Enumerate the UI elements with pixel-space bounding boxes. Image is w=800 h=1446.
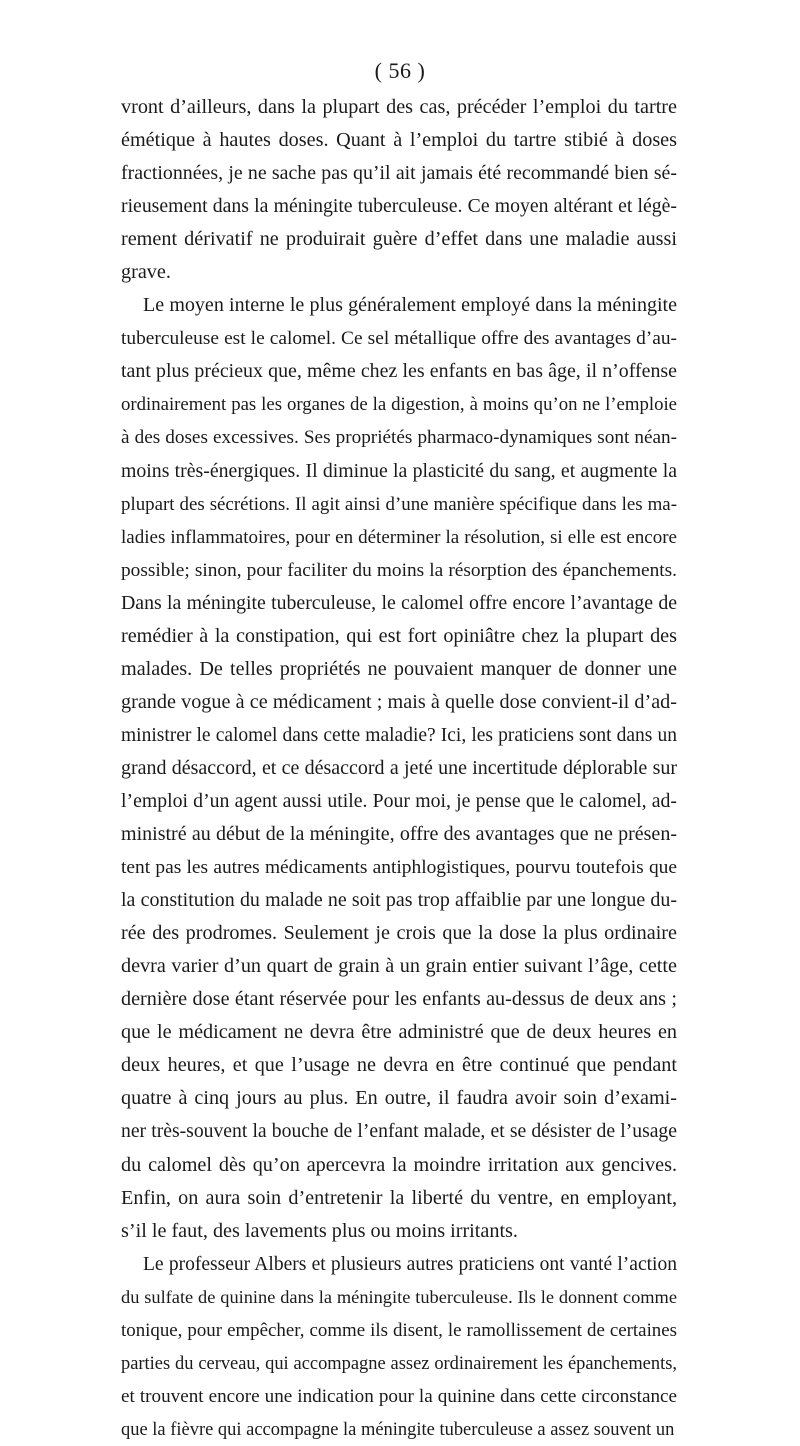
text-line: malades. De telles propriétés ne pouvaient manquer de donner une	[121, 657, 677, 680]
text-line: parties du cerveau, qui accompagne assez ordinairement les épanchements,	[121, 1352, 677, 1373]
text-line: à des doses excessives. Ses propriétés pharmaco-dynamiques sont néan-	[121, 427, 677, 449]
paragraph	[121, 289, 677, 1247]
text-line: vront d’ailleurs, dans la plupart des cas, précéder l’emploi du tartre	[121, 96, 677, 118]
text-line: remédier à la constipation, qui est fort opiniâtre chez la plupart des	[121, 624, 677, 647]
text-line: tuberculeuse est le calomel. Ce sel métallique offre des avantages d’au-	[121, 328, 677, 350]
text-line: dernière dose étant réservée pour les enfants au-dessus de deux ans ;	[121, 988, 677, 1011]
text-line: tant plus précieux que, même chez les enfants en bas âge, il n’offense	[121, 360, 677, 383]
text-line: Le moyen interne le plus généralement employé dans la méningite	[143, 294, 677, 317]
text-line: Le professeur Albers et plusieurs autres praticiens ont vanté l’action	[143, 1253, 677, 1275]
text-line: rée des prodromes. Seulement je crois que la dose la plus ordinaire	[121, 922, 677, 945]
text-line: Dans la méningite tuberculeuse, le calomel offre encore l’avantage de	[121, 591, 677, 614]
text-line: que le médicament ne devra être administré que de deux heures en	[121, 1021, 677, 1044]
paragraph	[121, 1248, 677, 1446]
text-line: émétique à hautes doses. Quant à l’emploi du tartre stibié à doses	[121, 129, 677, 152]
text-line: du sulfate de quinine dans la méningite tuberculeuse. Ils le donnent comme	[121, 1286, 677, 1307]
text-line: tent pas les autres médicaments antiphlogistiques, pourvu toutefois que	[121, 857, 677, 879]
text-line: rement dérivatif ne produirait guère d’effet dans une maladie aussi	[121, 228, 677, 251]
text-line: Enfin, on aura soin d’entretenir la liberté du ventre, en employant,	[121, 1186, 677, 1209]
text-line: ministrer le calomel dans cette maladie? Ici, les praticiens sont dans un	[121, 724, 677, 746]
text-line: et trouvent encore une indication pour la quinine dans cette circonstance	[121, 1385, 677, 1407]
text-line: grand désaccord, et ce désaccord a jeté une incertitude déplorable sur	[121, 756, 677, 779]
text-line: tonique, pour empêcher, comme ils disent, le ramollissement de certaines	[121, 1319, 677, 1341]
text-line: possible; sinon, pour faciliter du moins la résorption des épanchements.	[121, 559, 677, 581]
paragraph	[121, 91, 677, 289]
text-line: rieusement dans la méningite tuberculeuse. Ce moyen altérant et légè-	[121, 195, 677, 218]
text-line: deux heures, et que l’usage ne devra en être continué que pendant	[121, 1054, 677, 1077]
text-line: quatre à cinq jours au plus. En outre, il faudra avoir soin d’exami-	[121, 1087, 677, 1110]
text-line: ladies inflammatoires, pour en déterminer la résolution, si elle est encore	[121, 526, 677, 548]
text-line: fractionnées, je ne sache pas qu’il ait jamais été recommandé bien sé-	[121, 162, 677, 185]
text-line: la constitution du malade ne soit pas trop affaiblie par une longue du-	[121, 889, 677, 912]
text-line: devra varier d’un quart de grain à un grain entier suivant l’âge, cette	[121, 955, 677, 978]
text-line: grave.	[121, 261, 171, 284]
text-line: du calomel dès qu’on apercevra la moindre irritation aux gencives.	[121, 1153, 677, 1176]
text-line: grande vogue à ce médicament ; mais à quelle dose convient-il d’ad-	[121, 690, 677, 713]
page-number: ( 56 )	[374, 58, 426, 83]
text-line: que la fièvre qui accompagne la méningite tuberculeuse a assez souvent un	[121, 1418, 675, 1439]
text-line: ordinairement pas les organes de la digestion, à moins qu’on ne l’emploie	[121, 394, 677, 416]
text-line: moins très-énergiques. Il diminue la plasticité du sang, et augmente la	[121, 459, 677, 482]
text-line: ministré au début de la méningite, offre des avantages que ne présen-	[121, 823, 677, 846]
text-line: ner très-souvent la bouche de l’enfant malade, et se désister de l’usage	[121, 1120, 677, 1143]
text-line: plupart des sécrétions. Il agit ainsi d’une manière spécifique dans les ma-	[121, 493, 677, 515]
body-text	[121, 91, 677, 1446]
text-line: s’il le faut, des lavements plus ou moins irritants.	[121, 1219, 518, 1242]
text-line: l’emploi d’un agent aussi utile. Pour moi, je pense que le calomel, ad-	[121, 789, 677, 812]
